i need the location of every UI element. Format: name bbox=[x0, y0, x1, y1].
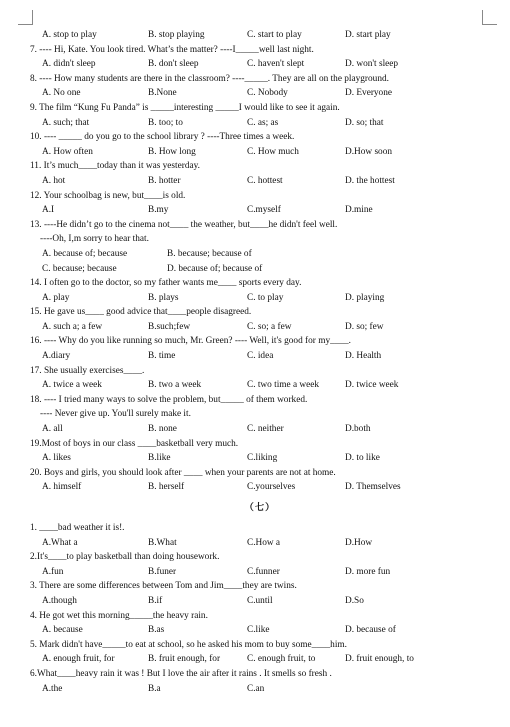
option-b: B.a bbox=[148, 683, 161, 694]
question-text: 1. ____bad weather it is!. bbox=[30, 523, 125, 533]
option-b: B. none bbox=[148, 424, 177, 435]
option-d: D.How bbox=[345, 537, 373, 548]
option-d: D.So bbox=[345, 595, 364, 606]
options-row bbox=[30, 291, 490, 306]
question-text: 2.It's____to play basketball than doing housework. bbox=[30, 552, 220, 563]
option-c: C.an bbox=[247, 683, 265, 694]
question-text: 3. There are some differences between Tom and Jim____they are twins. bbox=[30, 581, 297, 592]
option-c: C.How a bbox=[247, 537, 281, 548]
option-c: C. hottest bbox=[247, 175, 283, 186]
option-a: A. such a; a few bbox=[42, 321, 103, 332]
option-c: C. neither bbox=[247, 424, 284, 435]
options-row bbox=[30, 682, 490, 697]
question-text: 15. He gave us____ good advice that____people disagreed. bbox=[30, 307, 252, 318]
section-title: （七） bbox=[244, 503, 276, 513]
option-a: A.the bbox=[42, 683, 63, 694]
option-d: D. won't sleep bbox=[345, 59, 399, 70]
options-row bbox=[30, 594, 490, 609]
option-b: B. time bbox=[148, 351, 176, 362]
option-c: C.like bbox=[247, 625, 270, 636]
options-row bbox=[30, 536, 490, 551]
option-c: C. haven't slept bbox=[247, 59, 305, 70]
question-text: 14. I often go to the doctor, so my father wants me____ sports every day. bbox=[30, 278, 302, 289]
question-text: 8. ---- How many students are there in the classroom? ----_____. They are all on the playground. bbox=[30, 73, 389, 84]
options-row bbox=[30, 116, 490, 131]
options-row bbox=[30, 86, 490, 101]
question-text: 7. ---- Hi, Kate. You look tired. What’s the matter? ----I_____well last night. bbox=[30, 44, 314, 55]
option-a: A. didn't sleep bbox=[42, 59, 96, 70]
option-d: D. Health bbox=[345, 351, 382, 362]
question-text: 5. Mark didn't have_____to eat at school, so he asked his mom to buy some____him. bbox=[30, 639, 347, 650]
option-a: A. because of; because bbox=[42, 248, 128, 259]
option-a: A. all bbox=[42, 424, 63, 435]
options-row bbox=[30, 262, 490, 277]
question-text: 18. ---- I tried many ways to solve the problem, but_____ of them worked. bbox=[30, 394, 308, 405]
options-row bbox=[30, 422, 490, 437]
options-row-top bbox=[30, 28, 490, 43]
option-c: C. idea bbox=[247, 351, 274, 362]
question-text: 4. He got wet this morning_____the heavy rain. bbox=[30, 610, 208, 621]
option-d: D.both bbox=[345, 424, 371, 435]
option-b: B. two a week bbox=[148, 380, 202, 391]
option-a: A. twice a week bbox=[42, 380, 102, 391]
option-c: C.yourselves bbox=[247, 482, 296, 493]
option-b: B. don't sleep bbox=[148, 59, 199, 70]
option-b: B. because; because of bbox=[167, 248, 252, 259]
option-a: A. such; that bbox=[42, 117, 90, 128]
question-text: 10. ---- _____ do you go to the school library ? ----Three times a week. bbox=[30, 132, 295, 143]
option-a: A. stop to play bbox=[42, 30, 97, 40]
option-a: A.though bbox=[42, 595, 77, 606]
option-d: D. so; few bbox=[345, 321, 384, 332]
option-d: D.How soon bbox=[345, 146, 393, 157]
option-b: B.like bbox=[148, 453, 171, 464]
question-text: 6.What____heavy rain it was ! But I love the air after it rains . It smells so fresh . bbox=[30, 668, 332, 679]
options-row bbox=[30, 145, 490, 160]
option-b: B.if bbox=[148, 595, 163, 606]
option-b: B.None bbox=[148, 88, 177, 99]
option-c: C.until bbox=[247, 595, 273, 606]
option-c: C. How much bbox=[247, 146, 299, 157]
option-b: B. stop playing bbox=[148, 30, 205, 40]
option-b: B. fruit enough, for bbox=[148, 654, 221, 665]
question-subtext: ----Oh, I,m sorry to hear that. bbox=[40, 234, 149, 245]
option-b: B. How long bbox=[148, 146, 196, 157]
option-d: D. twice week bbox=[345, 380, 399, 391]
option-a: A. because bbox=[42, 625, 83, 636]
option-b: B.such;few bbox=[148, 321, 191, 332]
options-row bbox=[30, 349, 490, 364]
option-a: A. hot bbox=[42, 175, 66, 186]
option-b: B. herself bbox=[148, 482, 185, 493]
options-row bbox=[30, 480, 490, 495]
option-d: D. Themselves bbox=[345, 482, 401, 493]
option-a: A. play bbox=[42, 292, 70, 303]
question-text: 19.Most of boys in our class ____basketball very much. bbox=[30, 438, 239, 449]
options-row bbox=[30, 203, 490, 218]
option-c: C. enough fruit, to bbox=[247, 654, 316, 665]
option-d: D.mine bbox=[345, 205, 373, 216]
options-row bbox=[30, 565, 490, 580]
option-c: C. so; a few bbox=[247, 321, 292, 332]
question-text: 9. The film “Kung Fu Panda” is _____interesting _____I would like to see it again. bbox=[30, 102, 340, 113]
option-c: C. two time a week bbox=[247, 380, 320, 391]
option-a: A.diary bbox=[42, 351, 71, 362]
options-row bbox=[30, 378, 490, 393]
question-text: 13. ----He didn’t go to the cinema not____ the weather, but____he didn't feel well. bbox=[30, 219, 338, 230]
crop-mark-top-left bbox=[18, 10, 33, 25]
options-row bbox=[30, 320, 490, 335]
options-row bbox=[30, 652, 490, 667]
option-a: A.What a bbox=[42, 537, 78, 548]
question-subtext: ---- Never give up. You'll surely make it. bbox=[40, 409, 191, 420]
option-d: D. Everyone bbox=[345, 88, 392, 99]
options-row bbox=[30, 247, 490, 262]
option-c: C. start to play bbox=[247, 30, 302, 40]
option-b: B.as bbox=[148, 625, 165, 636]
option-c: C. to play bbox=[247, 292, 284, 303]
option-d: D. start play bbox=[345, 30, 391, 40]
options-row bbox=[30, 174, 490, 189]
option-a: A. No one bbox=[42, 88, 81, 99]
option-c: C.liking bbox=[247, 453, 278, 464]
option-d: D. to like bbox=[345, 453, 380, 464]
option-a: A. How often bbox=[42, 146, 93, 157]
option-d: D. the hottest bbox=[345, 175, 395, 186]
option-a: A. enough fruit, for bbox=[42, 654, 115, 665]
option-b: B. too; to bbox=[148, 117, 183, 128]
option-b: B. hotter bbox=[148, 175, 181, 186]
option-d: D. because of bbox=[345, 625, 396, 636]
option-a: A.I bbox=[42, 205, 55, 216]
option-c: C. as; as bbox=[247, 117, 279, 128]
option-c: C.funner bbox=[247, 566, 280, 577]
option-d: D. fruit enough, to bbox=[345, 654, 414, 665]
option-d: D. more fun bbox=[345, 566, 391, 577]
option-b: B. plays bbox=[148, 292, 179, 303]
options-row bbox=[30, 451, 490, 466]
option-c: C. Nobody bbox=[247, 88, 288, 99]
question-text: 16. ---- Why do you like running so much, Mr. Green? ---- Well, it's good for my____. bbox=[30, 336, 352, 347]
option-d: D. because of; because of bbox=[167, 263, 263, 274]
question-text: 17. She usually exercises____. bbox=[30, 365, 145, 376]
option-a: A.fun bbox=[42, 566, 64, 577]
options-row bbox=[30, 57, 490, 72]
option-b: B.funer bbox=[148, 566, 177, 577]
option-b: B.What bbox=[148, 537, 177, 548]
option-a: A. himself bbox=[42, 482, 82, 493]
option-a: A. likes bbox=[42, 453, 71, 464]
option-d: D. so; that bbox=[345, 117, 384, 128]
option-c: C. because; because bbox=[42, 263, 117, 274]
question-text: 20. Boys and girls, you should look after ____ when your parents are not at home. bbox=[30, 467, 336, 478]
question-text: 12. Your schoolbag is new, but____is old. bbox=[30, 190, 186, 201]
options-row bbox=[30, 623, 490, 638]
exam-content bbox=[30, 28, 490, 696]
crop-mark-top-right bbox=[482, 10, 497, 25]
option-c: C.myself bbox=[247, 205, 281, 216]
option-d: D. playing bbox=[345, 292, 385, 303]
option-b: B.my bbox=[148, 205, 169, 216]
question-text: 11. It’s much____today than it was yesterday. bbox=[30, 161, 200, 172]
